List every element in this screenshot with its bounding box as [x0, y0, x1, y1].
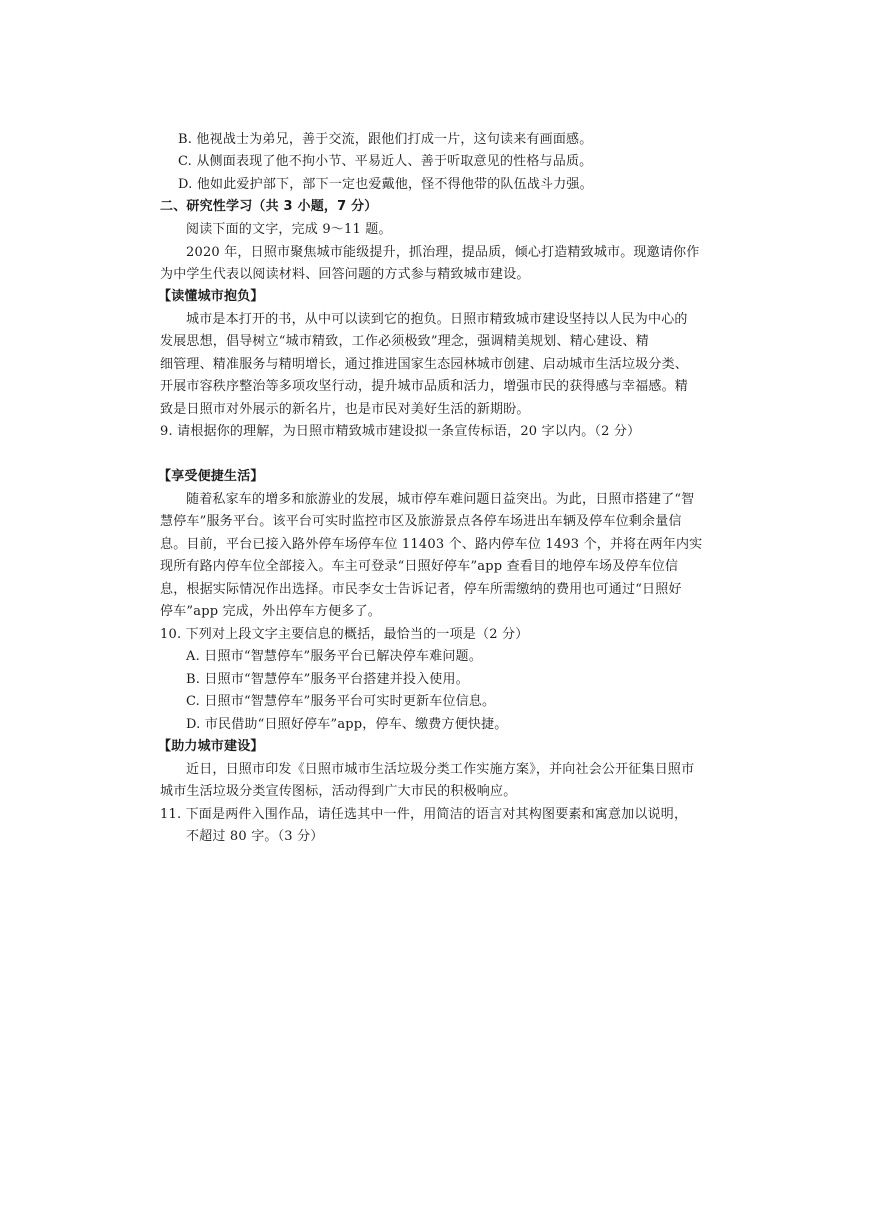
option-d: D. 市民借助“日照好停车”app，停车、缴费方便快捷。	[186, 717, 508, 732]
lead-line: 为中学生代表以阅读材料、回答问题的方式参与精致城市建设。	[160, 267, 530, 282]
paragraph-line: 息，根据实际情况作出选择。市民李女士告诉记者，停车所需缴纳的费用也可通过“日照好	[160, 582, 682, 597]
option-b: B. 他视战士为弟兄，善于交流，跟他们打成一片，这句读来有画面感。	[178, 132, 593, 147]
option-c: C. 从侧面表现了他不拘小节、平易近人、善于听取意见的性格与品质。	[178, 154, 593, 169]
part-title: 【读懂城市抱负】	[158, 289, 264, 304]
question-11: 11. 下面是两件入围作品，请任选其中一件，用简洁的语言对其构图要素和寓意加以说明，	[160, 807, 688, 822]
option-b: B. 日照市“智慧停车”服务平台搭建并投入使用。	[186, 672, 469, 687]
paragraph-line: 城市是本打开的书，从中可以读到它的抱负。日照市精致城市建设坚持以人民为中心的	[186, 312, 688, 327]
paragraph-line: 随着私家车的增多和旅游业的发展，城市停车难问题日益突出。为此，日照市搭建了“智	[186, 492, 695, 507]
question-9: 9. 请根据你的理解，为日照市精致城市建设拟一条宣传标语，20 字以内。（2 分）	[160, 424, 641, 439]
option-d: D. 他如此爱护部下，部下一定也爱戴他，怪不得他带的队伍战斗力强。	[178, 177, 593, 192]
section-heading: 二、研究性学习（共 3 小题，7 分）	[160, 199, 378, 214]
paragraph-line: 致是日照市对外展示的新名片，也是市民对美好生活的新期盼。	[160, 402, 530, 417]
section-intro: 阅读下面的文字，完成 9～11 题。	[186, 222, 392, 237]
question-11-cont: 不超过 80 字。（3 分）	[186, 829, 324, 844]
paragraph-line: 城市生活垃圾分类宣传图标，活动得到广大市民的积极响应。	[160, 784, 517, 799]
paragraph-line: 发展思想，倡导树立“城市精致，工作必须极致”理念，强调精美规划、精心建设、精	[160, 334, 649, 349]
part-title: 【助力城市建设】	[158, 739, 264, 754]
option-c: C. 日照市“智慧停车”服务平台可实时更新车位信息。	[186, 694, 496, 709]
paragraph-line: 停车”app 完成，外出停车方便多了。	[160, 604, 381, 619]
paragraph-line: 细管理、精准服务与精明增长，通过推进国家生态园林城市创建、启动城市生活垃圾分类、	[160, 357, 689, 372]
question-10: 10. 下列对上段文字主要信息的概括，最恰当的一项是（2 分）	[160, 627, 529, 642]
paragraph-line: 开展市容秩序整治等多项攻坚行动，提升城市品质和活力，增强市民的获得感与幸福感。精	[160, 379, 689, 394]
paragraph-line: 现所有路内停车位全部接入。车主可登录“日照好停车”app 查看目的地停车场及停车位信	[160, 559, 679, 574]
paragraph-line: 近日，日照市印发《日照市城市生活垃圾分类工作实施方案》，并向社会公开征集日照市	[186, 762, 695, 777]
lead-line: 2020 年，日照市聚焦城市能级提升，抓治理，提品质，倾心打造精致城市。现邀请你作	[186, 245, 700, 260]
paragraph-line: 息。目前，平台已接入路外停车场停车位 11403 个、路内停车位 1493 个，并将在两年内实	[160, 537, 703, 552]
paragraph-line: 慧停车”服务平台。该平台可实时监控市区及旅游景点各停车场进出车辆及停车位剩余量信	[160, 514, 682, 529]
part-title: 【享受便捷生活】	[158, 469, 264, 484]
option-a: A. 日照市“智慧停车”服务平台已解决停车难问题。	[186, 649, 482, 664]
